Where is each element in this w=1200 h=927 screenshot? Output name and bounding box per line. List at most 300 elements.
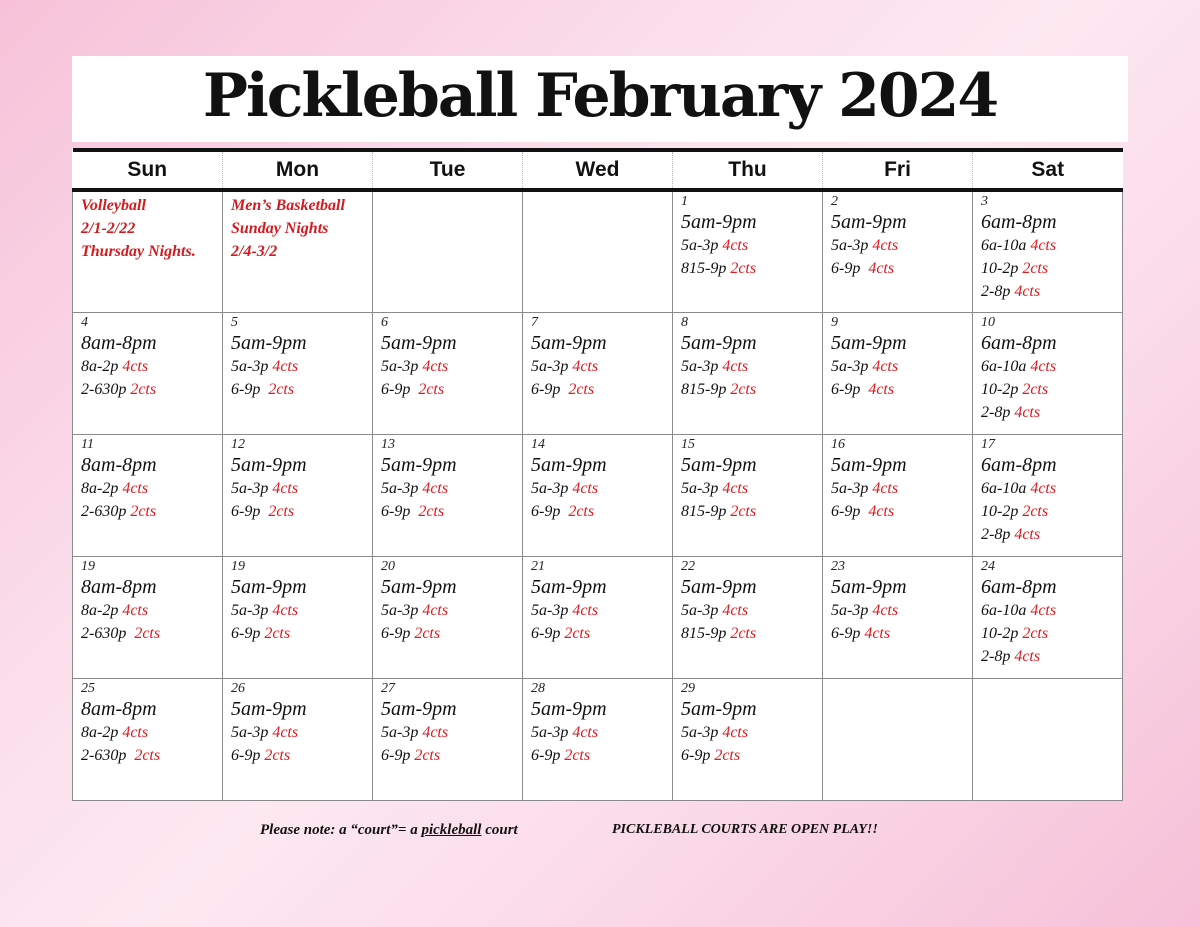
- note-underlined: pickleball: [421, 822, 482, 838]
- court-slot: [231, 599, 372, 622]
- court-count: 2cts: [730, 502, 757, 520]
- court-slot: [981, 500, 1122, 523]
- slot-time: 10-2p: [981, 502, 1023, 520]
- slot-time: 6-9p: [381, 746, 415, 764]
- open-hours: 5am-9pm: [231, 453, 307, 476]
- court-slot: [81, 378, 222, 401]
- day-cell: [373, 312, 523, 434]
- slot-time: 8a-2p: [81, 357, 123, 375]
- court-slot: [231, 500, 372, 523]
- court-slot: [531, 622, 672, 645]
- court-count: 4cts: [864, 624, 891, 642]
- slot-time: 8a-2p: [81, 479, 123, 497]
- day-cell: [223, 190, 373, 312]
- court-slot: [381, 744, 522, 767]
- court-count: 2cts: [130, 502, 157, 520]
- day-cell: [673, 312, 823, 434]
- day-cell: [673, 556, 823, 678]
- court-count: 4cts: [122, 601, 149, 619]
- court-slot: [831, 378, 972, 401]
- court-count: 2cts: [1022, 624, 1049, 642]
- court-slot: [831, 622, 972, 645]
- slot-time: 5a-3p: [681, 479, 723, 497]
- note-prefix: Please note: a “court”= a: [260, 822, 422, 838]
- open-hours: 5am-9pm: [681, 331, 757, 354]
- day-number: 22: [681, 558, 695, 574]
- court-count: 2cts: [134, 624, 161, 642]
- day-cell: [523, 678, 673, 800]
- court-count: 2cts: [414, 746, 441, 764]
- court-slot: [231, 721, 372, 744]
- court-count: 2cts: [730, 380, 757, 398]
- court-count: 2cts: [414, 624, 441, 642]
- slot-time: 5a-3p: [681, 601, 723, 619]
- court-slot: [81, 744, 222, 767]
- court-count: 4cts: [872, 479, 899, 497]
- day-cell: [223, 678, 373, 800]
- court-count: 4cts: [572, 357, 599, 375]
- day-cell: [823, 556, 973, 678]
- court-slot: [81, 477, 222, 500]
- weekday-header: Thu: [673, 150, 823, 190]
- day-number: 28: [531, 680, 545, 696]
- court-slot: [981, 378, 1122, 401]
- slot-time: 815-9p: [681, 624, 731, 642]
- court-slot: [681, 599, 822, 622]
- court-count: 2cts: [1022, 260, 1049, 277]
- court-slot: [231, 622, 372, 645]
- title-banner: [72, 56, 1128, 142]
- court-slot: [531, 500, 672, 523]
- court-count: 2cts: [730, 624, 757, 642]
- basketball-note-line: 2/4-3/2: [231, 243, 278, 260]
- slot-time: 6-9p: [681, 746, 715, 764]
- day-cell: [73, 434, 223, 556]
- slot-time: 2-8p: [981, 283, 1015, 300]
- court-slot: [81, 500, 222, 523]
- week-row: [73, 190, 1123, 312]
- slot-time: 5a-3p: [231, 357, 273, 375]
- day-cell: [523, 434, 673, 556]
- court-slot: [681, 500, 822, 523]
- court-count: 2cts: [1022, 502, 1049, 520]
- court-count: 2cts: [568, 380, 595, 398]
- court-slot: [681, 622, 822, 645]
- day-number: 16: [831, 436, 845, 452]
- day-number: 21: [531, 558, 545, 574]
- slot-time: 6-9p: [531, 624, 565, 642]
- slot-time: 6-9p: [531, 380, 569, 398]
- court-count: 4cts: [722, 723, 749, 741]
- court-slot: [981, 622, 1122, 645]
- court-count: 2cts: [268, 502, 295, 520]
- court-slot: [981, 234, 1122, 257]
- day-number: 6: [381, 314, 388, 330]
- slot-time: 5a-3p: [681, 237, 723, 254]
- open-hours: 5am-9pm: [831, 331, 907, 354]
- open-hours: 5am-9pm: [531, 697, 607, 720]
- page-title: Pickleball February 2024: [202, 61, 998, 131]
- day-number: 14: [531, 436, 545, 452]
- open-hours: 6am-8pm: [981, 211, 1057, 233]
- day-cell: [973, 434, 1123, 556]
- slot-time: 5a-3p: [831, 601, 873, 619]
- court-count: 4cts: [422, 479, 449, 497]
- open-hours: 8am-8pm: [81, 331, 157, 354]
- open-hours: 5am-9pm: [831, 575, 907, 598]
- slot-time: 2-630p: [81, 746, 135, 764]
- slot-time: 5a-3p: [531, 357, 573, 375]
- court-slot: [531, 599, 672, 622]
- court-count: 2cts: [564, 746, 591, 764]
- weekday-header: Sat: [973, 150, 1123, 190]
- slot-time: 5a-3p: [381, 479, 423, 497]
- court-slot: [981, 645, 1122, 668]
- day-number: 24: [981, 558, 995, 574]
- day-cell: [823, 190, 973, 312]
- court-count: 4cts: [1014, 283, 1041, 300]
- slot-time: 2-630p: [81, 624, 135, 642]
- court-definition-note: [260, 822, 518, 839]
- court-count: 4cts: [1030, 237, 1057, 254]
- day-number: 25: [81, 680, 95, 696]
- court-slot: [381, 477, 522, 500]
- court-count: 4cts: [422, 723, 449, 741]
- slot-time: 10-2p: [981, 260, 1023, 277]
- day-cell: [373, 678, 523, 800]
- week-row: [73, 312, 1123, 434]
- court-slot: [531, 477, 672, 500]
- day-cell: [973, 556, 1123, 678]
- day-cell: [73, 678, 223, 800]
- open-hours: 5am-9pm: [231, 697, 307, 720]
- court-count: 4cts: [1030, 357, 1057, 375]
- basketball-note-line: Sunday Nights: [231, 220, 329, 237]
- day-cell: [973, 678, 1123, 800]
- slot-time: 6-9p: [831, 502, 869, 520]
- slot-time: 815-9p: [681, 260, 731, 277]
- volleyball-note-line: Volleyball: [81, 197, 146, 214]
- open-hours: 5am-9pm: [381, 575, 457, 598]
- slot-time: 6a-10a: [981, 237, 1031, 254]
- court-count: 4cts: [272, 723, 299, 741]
- day-number: 15: [681, 436, 695, 452]
- day-cell: [223, 556, 373, 678]
- court-slot: [681, 721, 822, 744]
- slot-time: 815-9p: [681, 380, 731, 398]
- calendar-body: [73, 190, 1123, 800]
- day-cell: [673, 434, 823, 556]
- slot-time: 5a-3p: [381, 601, 423, 619]
- day-number: 13: [381, 436, 395, 452]
- slot-time: 10-2p: [981, 380, 1023, 398]
- court-slot: [681, 378, 822, 401]
- court-count: 4cts: [1014, 403, 1041, 421]
- court-count: 2cts: [418, 502, 445, 520]
- court-slot: [681, 744, 822, 767]
- court-slot: [831, 477, 972, 500]
- slot-time: 6-9p: [531, 502, 569, 520]
- court-count: 4cts: [868, 380, 895, 398]
- weekday-header: Sun: [73, 150, 223, 190]
- day-number: 3: [981, 194, 988, 209]
- open-hours: 5am-9pm: [681, 453, 757, 476]
- weekday-header-row: [73, 150, 1123, 190]
- court-count: 2cts: [130, 380, 157, 398]
- slot-time: 5a-3p: [531, 479, 573, 497]
- week-row: [73, 556, 1123, 678]
- day-number: 2: [831, 194, 838, 209]
- slot-time: 6a-10a: [981, 601, 1031, 619]
- day-number: 20: [381, 558, 395, 574]
- court-slot: [231, 744, 372, 767]
- volleyball-note-line: 2/1-2/22: [81, 220, 136, 237]
- court-slot: [531, 378, 672, 401]
- court-slot: [381, 721, 522, 744]
- court-slot: [981, 477, 1122, 500]
- day-cell: [823, 678, 973, 800]
- court-count: 4cts: [122, 723, 149, 741]
- open-hours: 5am-9pm: [681, 575, 757, 598]
- open-hours: 6am-8pm: [981, 453, 1057, 476]
- day-cell: [673, 678, 823, 800]
- court-slot: [81, 599, 222, 622]
- slot-time: 5a-3p: [231, 723, 273, 741]
- court-slot: [981, 401, 1122, 424]
- calendar-grid: [72, 148, 1123, 801]
- day-number: 1: [681, 194, 688, 209]
- weekday-header: Fri: [823, 150, 973, 190]
- court-slot: [531, 744, 672, 767]
- court-count: 4cts: [1014, 647, 1041, 665]
- court-slot: [981, 599, 1122, 622]
- court-slot: [231, 355, 372, 378]
- slot-time: 6-9p: [381, 624, 415, 642]
- court-count: 2cts: [568, 502, 595, 520]
- slot-time: 6-9p: [381, 380, 419, 398]
- court-count: 4cts: [1030, 601, 1057, 619]
- weekday-header: Wed: [523, 150, 673, 190]
- day-cell: [823, 434, 973, 556]
- day-cell: [523, 312, 673, 434]
- slot-time: 8a-2p: [81, 601, 123, 619]
- day-number: 19: [231, 558, 245, 574]
- court-count: 4cts: [722, 237, 749, 254]
- court-slot: [981, 523, 1122, 546]
- court-slot: [231, 477, 372, 500]
- week-row: [73, 678, 1123, 800]
- court-count: 4cts: [872, 601, 899, 619]
- weekday-header: Tue: [373, 150, 523, 190]
- court-slot: [831, 500, 972, 523]
- court-slot: [981, 280, 1122, 303]
- court-count: 4cts: [722, 357, 749, 375]
- day-number: 29: [681, 680, 695, 696]
- day-cell: [373, 434, 523, 556]
- court-count: 4cts: [722, 601, 749, 619]
- court-count: 2cts: [134, 746, 161, 764]
- court-count: 4cts: [572, 601, 599, 619]
- open-hours: 5am-9pm: [531, 453, 607, 476]
- court-count: 4cts: [422, 601, 449, 619]
- court-count: 2cts: [264, 624, 291, 642]
- court-slot: [831, 599, 972, 622]
- open-hours: 5am-9pm: [531, 575, 607, 598]
- open-hours: 8am-8pm: [81, 697, 157, 720]
- day-number: 10: [981, 314, 995, 330]
- court-count: 4cts: [1030, 479, 1057, 497]
- open-hours: 5am-9pm: [681, 697, 757, 720]
- slot-time: 2-630p: [81, 502, 131, 520]
- court-slot: [381, 622, 522, 645]
- court-count: 4cts: [422, 357, 449, 375]
- slot-time: 8a-2p: [81, 723, 123, 741]
- open-hours: 5am-9pm: [531, 331, 607, 354]
- day-number: 9: [831, 314, 838, 330]
- slot-time: 6-9p: [531, 746, 565, 764]
- court-slot: [981, 355, 1122, 378]
- day-cell: [973, 312, 1123, 434]
- slot-time: 2-8p: [981, 525, 1015, 543]
- slot-time: 6-9p: [231, 502, 269, 520]
- slot-time: 5a-3p: [831, 237, 873, 254]
- day-number: 26: [231, 680, 245, 696]
- day-number: 19: [81, 558, 95, 574]
- day-number: 23: [831, 558, 845, 574]
- court-count: 4cts: [722, 479, 749, 497]
- slot-time: 6-9p: [831, 624, 865, 642]
- slot-time: 815-9p: [681, 502, 731, 520]
- court-count: 4cts: [572, 723, 599, 741]
- day-cell: [523, 190, 673, 312]
- slot-time: 10-2p: [981, 624, 1023, 642]
- slot-time: 2-8p: [981, 403, 1015, 421]
- open-hours: 5am-9pm: [831, 211, 907, 233]
- volleyball-note-line: Thursday Nights.: [81, 243, 196, 260]
- court-slot: [681, 234, 822, 257]
- court-slot: [81, 721, 222, 744]
- week-row: [73, 434, 1123, 556]
- day-number: 17: [981, 436, 995, 452]
- court-count: 4cts: [122, 357, 149, 375]
- slot-time: 2-630p: [81, 380, 131, 398]
- calendar: [72, 148, 1123, 801]
- court-count: 2cts: [714, 746, 741, 764]
- open-hours: 5am-9pm: [231, 331, 307, 354]
- day-number: 27: [381, 680, 395, 696]
- day-cell: [223, 434, 373, 556]
- court-count: 2cts: [564, 624, 591, 642]
- court-count: 2cts: [418, 380, 445, 398]
- day-cell: [823, 312, 973, 434]
- open-hours: 5am-9pm: [381, 453, 457, 476]
- open-hours: 5am-9pm: [231, 575, 307, 598]
- basketball-note-line: Men’s Basketball: [231, 197, 345, 214]
- court-slot: [831, 234, 972, 257]
- open-hours: 6am-8pm: [981, 331, 1057, 354]
- day-cell: [973, 190, 1123, 312]
- court-count: 4cts: [1014, 525, 1041, 543]
- slot-time: 6a-10a: [981, 357, 1031, 375]
- slot-time: 5a-3p: [831, 357, 873, 375]
- slot-time: 2-8p: [981, 647, 1015, 665]
- day-cell: [373, 556, 523, 678]
- open-hours: 5am-9pm: [381, 331, 457, 354]
- court-count: 4cts: [872, 357, 899, 375]
- open-hours: 5am-9pm: [381, 697, 457, 720]
- slot-time: 5a-3p: [681, 357, 723, 375]
- slot-time: 5a-3p: [381, 723, 423, 741]
- day-number: 4: [81, 314, 88, 330]
- court-slot: [981, 257, 1122, 280]
- slot-time: 6-9p: [831, 260, 869, 277]
- court-count: 2cts: [730, 260, 757, 277]
- slot-time: 6-9p: [231, 624, 265, 642]
- weekday-header: Mon: [223, 150, 373, 190]
- court-slot: [531, 721, 672, 744]
- slot-time: 5a-3p: [531, 601, 573, 619]
- court-slot: [81, 622, 222, 645]
- court-count: 4cts: [122, 479, 149, 497]
- open-hours: 8am-8pm: [81, 453, 157, 476]
- court-count: 2cts: [268, 380, 295, 398]
- note-suffix: court: [481, 822, 518, 838]
- court-count: 2cts: [264, 746, 291, 764]
- court-count: 4cts: [868, 260, 895, 277]
- slot-time: 6-9p: [381, 502, 419, 520]
- slot-time: 6a-10a: [981, 479, 1031, 497]
- slot-time: 5a-3p: [681, 723, 723, 741]
- slot-time: 6-9p: [831, 380, 869, 398]
- court-count: 4cts: [572, 479, 599, 497]
- slot-time: 5a-3p: [531, 723, 573, 741]
- court-slot: [681, 477, 822, 500]
- slot-time: 5a-3p: [831, 479, 873, 497]
- slot-time: 5a-3p: [231, 601, 273, 619]
- open-hours: 8am-8pm: [81, 575, 157, 598]
- day-number: 8: [681, 314, 688, 330]
- court-slot: [381, 355, 522, 378]
- day-cell: [523, 556, 673, 678]
- day-cell: [373, 190, 523, 312]
- court-slot: [531, 355, 672, 378]
- court-slot: [681, 257, 822, 280]
- day-cell: [673, 190, 823, 312]
- court-count: 4cts: [868, 502, 895, 520]
- court-slot: [681, 355, 822, 378]
- court-slot: [81, 355, 222, 378]
- day-number: 5: [231, 314, 238, 330]
- open-hours: 5am-9pm: [681, 211, 757, 233]
- court-slot: [231, 378, 372, 401]
- day-number: 11: [81, 436, 94, 452]
- court-count: 2cts: [1022, 380, 1049, 398]
- slot-time: 6-9p: [231, 380, 269, 398]
- day-cell: [73, 312, 223, 434]
- slot-time: 6-9p: [231, 746, 265, 764]
- court-count: 4cts: [872, 237, 899, 254]
- day-cell: [223, 312, 373, 434]
- day-cell: [73, 190, 223, 312]
- court-slot: [381, 378, 522, 401]
- court-slot: [831, 257, 972, 280]
- court-slot: [381, 599, 522, 622]
- court-count: 4cts: [272, 357, 299, 375]
- day-number: 7: [531, 314, 538, 330]
- slot-time: 5a-3p: [381, 357, 423, 375]
- open-play-note: PICKLEBALL COURTS ARE OPEN PLAY!!: [612, 822, 878, 837]
- court-slot: [381, 500, 522, 523]
